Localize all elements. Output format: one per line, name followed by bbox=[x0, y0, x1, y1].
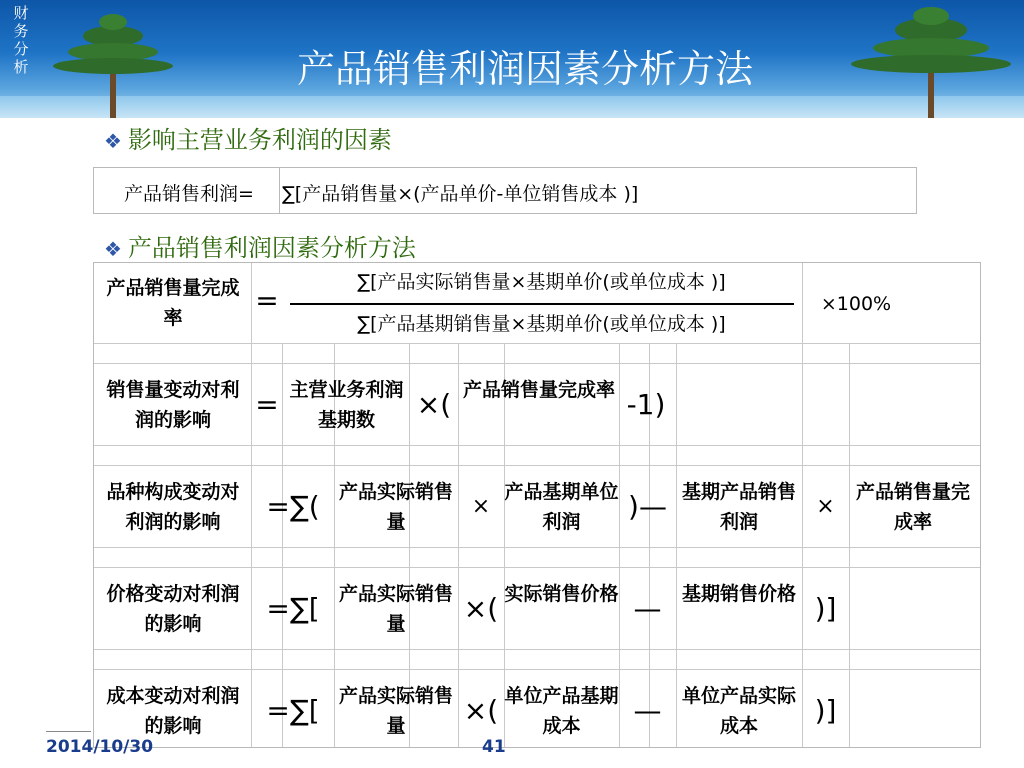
side-tab-char: 析 bbox=[13, 58, 29, 76]
row4-label: 价格变动对利润的影响 bbox=[106, 583, 240, 635]
slide-header bbox=[0, 0, 1024, 118]
row5-eq: =∑[ bbox=[266, 694, 320, 727]
row5-label: 成本变动对利润的影响 bbox=[106, 685, 240, 737]
row-divider bbox=[94, 669, 980, 670]
row-divider bbox=[94, 465, 980, 466]
row2-b: 产品销售量完成率 bbox=[462, 379, 615, 401]
side-tab bbox=[6, 4, 36, 76]
analysis-table bbox=[93, 262, 981, 748]
row4-op1: ×( bbox=[463, 592, 499, 625]
row3-a: 产品实际销售量 bbox=[338, 481, 453, 533]
row3-c: 基期产品销售利润 bbox=[681, 481, 796, 533]
row3-op1: × bbox=[471, 494, 491, 519]
row3-label: 品种构成变动对利润的影响 bbox=[106, 481, 240, 533]
row1-label: 产品销售量完成率 bbox=[106, 277, 240, 329]
row5-op1: ×( bbox=[463, 694, 499, 727]
row3-b: 产品基期单位利润 bbox=[504, 481, 619, 533]
row1-times100: ×100% bbox=[820, 293, 892, 315]
bullet-1 bbox=[104, 120, 392, 155]
row3-eq: =∑( bbox=[266, 490, 320, 523]
row3-op3: × bbox=[816, 494, 835, 519]
bullet-2 bbox=[104, 228, 416, 263]
row2-op1: ×( bbox=[416, 388, 452, 421]
side-tab-char: 财 bbox=[13, 4, 29, 22]
row-divider bbox=[94, 343, 980, 344]
row4-b: 实际销售价格 bbox=[504, 583, 619, 605]
row2-op2: -1) bbox=[626, 388, 666, 421]
row2-a: 主营业务利润基期数 bbox=[289, 379, 404, 431]
row5-op2: — bbox=[633, 694, 662, 727]
row-divider bbox=[94, 547, 980, 548]
row5-c: 单位产品实际成本 bbox=[681, 685, 796, 737]
formula-expression: ∑[产品销售量×(产品单价-单位销售成本 )] bbox=[282, 183, 639, 205]
footer-date: 2014/10/30 bbox=[46, 737, 154, 757]
row5-a: 产品实际销售量 bbox=[338, 685, 453, 737]
row1-equals: = bbox=[255, 284, 279, 317]
page-number: 41 bbox=[482, 737, 506, 757]
row4-a: 产品实际销售量 bbox=[338, 583, 453, 635]
row4-op3: )] bbox=[814, 592, 837, 625]
row-divider bbox=[94, 567, 980, 568]
formula-label: 产品销售利润= bbox=[124, 183, 254, 205]
col-divider bbox=[849, 343, 850, 747]
diamond-bullet-icon: ❖ bbox=[104, 237, 122, 261]
col-divider bbox=[282, 343, 283, 747]
footer-rule bbox=[46, 731, 91, 732]
row-divider bbox=[94, 445, 980, 446]
diamond-bullet-icon: ❖ bbox=[104, 129, 122, 153]
side-tab-char: 务 bbox=[13, 22, 29, 40]
row1-denominator: ∑[产品基期销售量×基期单价(或单位成本 )] bbox=[357, 313, 726, 335]
row1-numerator: ∑[产品实际销售量×基期单价(或单位成本 )] bbox=[357, 271, 726, 293]
row4-op2: — bbox=[633, 592, 662, 625]
row-divider bbox=[94, 649, 980, 650]
row4-c: 基期销售价格 bbox=[681, 583, 796, 605]
row3-op2: )— bbox=[628, 490, 667, 523]
slide-title: 产品销售利润因素分析方法 bbox=[296, 47, 753, 91]
row5-op3: )] bbox=[814, 694, 837, 727]
bullet-text: 产品销售利润因素分析方法 bbox=[127, 234, 416, 262]
tree-right-icon bbox=[840, 4, 1020, 118]
row2-equals: = bbox=[255, 388, 279, 421]
row3-d: 产品销售量完成率 bbox=[855, 481, 970, 533]
row-divider bbox=[94, 363, 980, 364]
tree-left-icon bbox=[40, 6, 190, 118]
formula-box bbox=[93, 167, 917, 214]
row2-label: 销售量变动对利润的影响 bbox=[106, 379, 240, 431]
fraction-bar bbox=[290, 303, 794, 305]
bullet-text: 影响主营业务利润的因素 bbox=[127, 126, 392, 154]
row5-b: 单位产品基期成本 bbox=[504, 685, 619, 737]
side-tab-char: 分 bbox=[13, 40, 29, 58]
row4-eq: =∑[ bbox=[266, 592, 320, 625]
